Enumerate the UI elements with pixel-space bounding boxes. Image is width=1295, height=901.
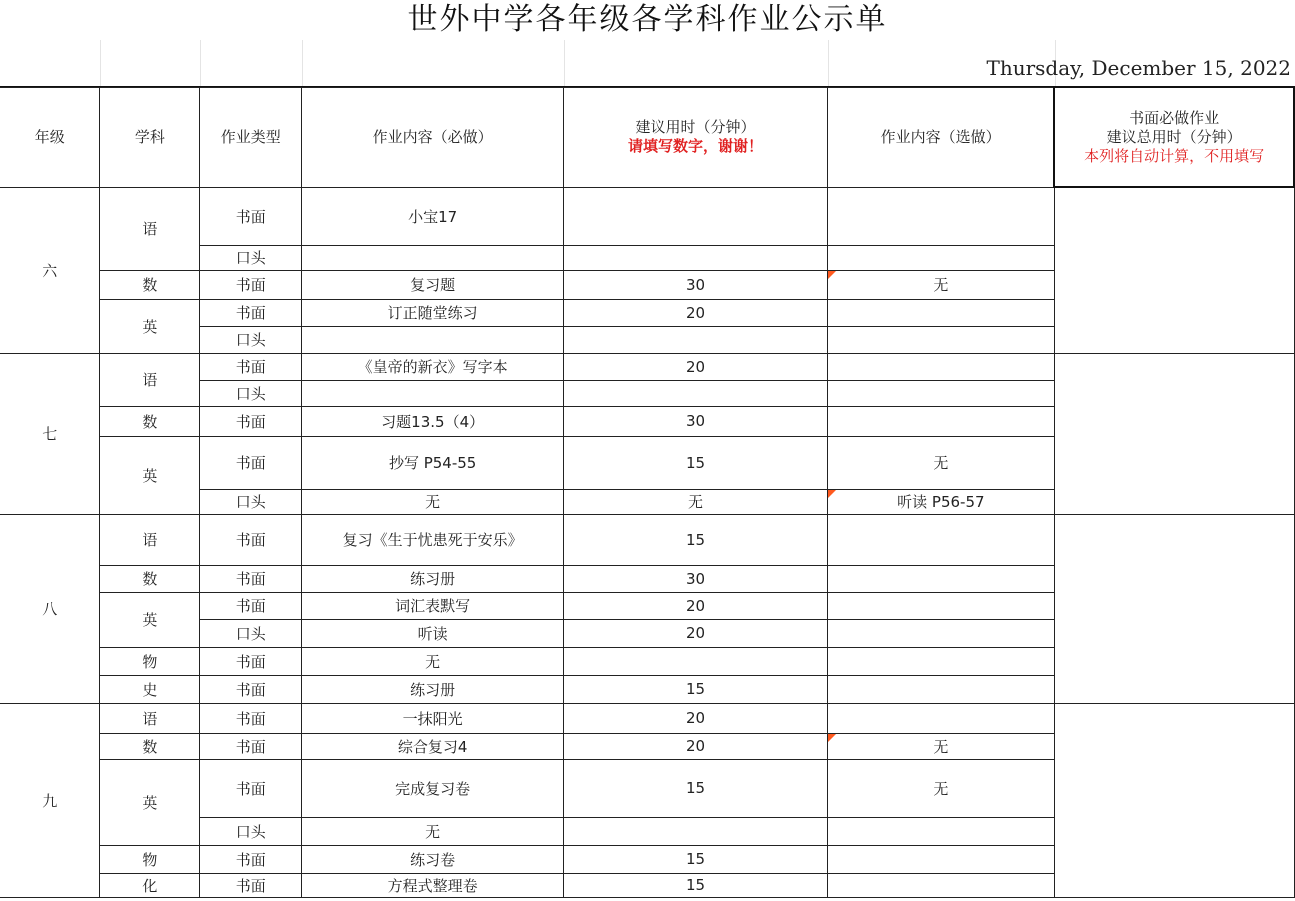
content-cell[interactable]: 无: [302, 817, 564, 845]
type-cell[interactable]: 书面: [200, 592, 302, 619]
time-cell[interactable]: 30: [564, 270, 828, 299]
content-cell[interactable]: 订正随堂练习: [302, 299, 564, 326]
content-cell[interactable]: 综合复习4: [302, 733, 564, 759]
content-cell[interactable]: 复习题: [302, 270, 564, 299]
optional-text: 无: [933, 276, 949, 294]
content-cell[interactable]: 复习《生于忧患死于安乐》: [302, 514, 564, 565]
content-cell[interactable]: [302, 245, 564, 270]
content-cell[interactable]: 词汇表默写: [302, 592, 564, 619]
table-row: [0, 514, 1294, 565]
optional-cell[interactable]: [827, 675, 1054, 703]
content-cell[interactable]: 无: [302, 647, 564, 675]
time-cell[interactable]: [564, 647, 828, 675]
grade-cell[interactable]: 六: [0, 187, 100, 353]
header-time: [564, 87, 828, 187]
optional-cell[interactable]: 无: [827, 759, 1054, 817]
optional-cell[interactable]: [827, 380, 1054, 406]
type-cell[interactable]: 口头: [200, 326, 302, 353]
time-cell[interactable]: [564, 380, 828, 406]
total-cell[interactable]: [1054, 514, 1294, 703]
header-time-label: 建议用时（分钟）: [635, 118, 756, 136]
type-cell[interactable]: 书面: [200, 845, 302, 873]
header-total-note: 本列将自动计算，不用填写: [1084, 146, 1265, 165]
type-cell[interactable]: 书面: [200, 270, 302, 299]
type-cell[interactable]: 书面: [200, 353, 302, 380]
table-row: [0, 703, 1294, 733]
header-total: [1054, 87, 1294, 187]
time-cell[interactable]: 20: [564, 592, 828, 619]
header-time-note: 请填写数字，谢谢！: [627, 137, 763, 155]
subject-cell[interactable]: 英: [100, 592, 200, 647]
type-cell[interactable]: 口头: [200, 245, 302, 270]
optional-cell[interactable]: 无: [827, 436, 1054, 489]
subject-cell[interactable]: 英: [100, 299, 200, 353]
subject-cell[interactable]: 物: [100, 647, 200, 675]
optional-cell[interactable]: [827, 817, 1054, 845]
time-cell[interactable]: [564, 817, 828, 845]
optional-cell[interactable]: [827, 489, 1054, 514]
table-row: [0, 353, 1294, 380]
subject-cell[interactable]: 英: [100, 759, 200, 845]
total-cell[interactable]: [1054, 353, 1294, 514]
type-cell[interactable]: 口头: [200, 380, 302, 406]
subject-cell[interactable]: 语: [100, 187, 200, 270]
time-cell[interactable]: 30: [564, 406, 828, 436]
optional-cell[interactable]: [827, 353, 1054, 380]
optional-cell[interactable]: [827, 845, 1054, 873]
optional-text: 无: [933, 737, 949, 756]
subject-cell[interactable]: 语: [100, 514, 200, 565]
type-cell[interactable]: 书面: [200, 436, 302, 489]
time-cell[interactable]: 15: [564, 436, 828, 489]
grade-cell[interactable]: 九: [0, 703, 100, 897]
time-cell[interactable]: [564, 245, 828, 270]
type-cell[interactable]: 书面: [200, 703, 302, 733]
sheet-title: 世外中学各年级各学科作业公示单: [407, 2, 888, 37]
table-row: [0, 187, 1294, 245]
type-cell[interactable]: 书面: [200, 759, 302, 817]
header-content-required: 作业内容（必做）: [302, 87, 564, 187]
type-cell[interactable]: 书面: [200, 299, 302, 326]
type-cell[interactable]: 口头: [200, 619, 302, 647]
type-cell[interactable]: 书面: [200, 406, 302, 436]
comment-marker-icon[interactable]: [828, 734, 836, 742]
type-cell[interactable]: 书面: [200, 565, 302, 592]
content-cell[interactable]: 无: [302, 489, 564, 514]
time-cell[interactable]: 20: [564, 619, 828, 647]
header-subject: 学科: [100, 87, 200, 187]
content-cell[interactable]: 方程式整理卷: [302, 873, 564, 897]
content-cell[interactable]: [302, 326, 564, 353]
total-cell[interactable]: [1054, 187, 1294, 353]
optional-cell[interactable]: [827, 187, 1054, 245]
time-cell[interactable]: 15: [564, 845, 828, 873]
type-cell[interactable]: 书面: [200, 733, 302, 759]
type-cell[interactable]: 书面: [200, 647, 302, 675]
subject-cell[interactable]: 语: [100, 703, 200, 733]
optional-cell[interactable]: [827, 326, 1054, 353]
total-cell[interactable]: [1054, 703, 1294, 897]
subject-cell[interactable]: 英: [100, 436, 200, 514]
time-cell[interactable]: 30: [564, 565, 828, 592]
optional-cell[interactable]: [827, 873, 1054, 897]
optional-cell[interactable]: [827, 270, 1054, 299]
header-content-optional: 作业内容（选做）: [827, 87, 1054, 187]
optional-cell[interactable]: [827, 619, 1054, 647]
type-cell[interactable]: 口头: [200, 817, 302, 845]
content-cell[interactable]: 完成复习卷: [302, 759, 564, 817]
content-cell[interactable]: 《皇帝的新衣》写字本: [302, 353, 564, 380]
time-cell[interactable]: 15: [564, 873, 828, 897]
grade-cell[interactable]: 七: [0, 353, 100, 514]
subject-cell[interactable]: 数: [100, 733, 200, 759]
optional-cell[interactable]: [827, 565, 1054, 592]
type-cell[interactable]: 书面: [200, 873, 302, 897]
content-cell[interactable]: 抄写 P54-55: [302, 436, 564, 489]
content-cell[interactable]: 习题13.5（4）: [302, 406, 564, 436]
optional-cell[interactable]: [827, 592, 1054, 619]
subject-cell[interactable]: 化: [100, 873, 200, 897]
comment-marker-icon[interactable]: [828, 271, 836, 279]
optional-cell[interactable]: [827, 703, 1054, 733]
time-cell[interactable]: 无: [564, 489, 828, 514]
time-cell[interactable]: 20: [564, 353, 828, 380]
optional-cell[interactable]: [827, 647, 1054, 675]
time-cell[interactable]: 20: [564, 703, 828, 733]
time-cell[interactable]: 15: [564, 514, 828, 565]
type-cell[interactable]: 口头: [200, 489, 302, 514]
content-cell[interactable]: 一抹阳光: [302, 703, 564, 733]
subject-cell[interactable]: 数: [100, 565, 200, 592]
optional-cell[interactable]: [827, 514, 1054, 565]
header-row: [0, 87, 1294, 187]
subject-cell[interactable]: 史: [100, 675, 200, 703]
time-cell[interactable]: [564, 187, 828, 245]
content-cell[interactable]: 听读: [302, 619, 564, 647]
optional-cell[interactable]: [827, 245, 1054, 270]
time-cell[interactable]: 20: [564, 733, 828, 759]
content-cell[interactable]: 练习卷: [302, 845, 564, 873]
type-cell[interactable]: 书面: [200, 675, 302, 703]
header-grade: 年级: [0, 87, 100, 187]
optional-cell[interactable]: [827, 406, 1054, 436]
type-cell[interactable]: 书面: [200, 187, 302, 245]
content-cell[interactable]: 练习册: [302, 565, 564, 592]
date-text: Thursday, December 15, 2022: [986, 56, 1291, 80]
time-cell[interactable]: 15: [564, 759, 828, 817]
content-cell[interactable]: 小宝17: [302, 187, 564, 245]
subject-cell[interactable]: 数: [100, 270, 200, 299]
header-type: 作业类型: [200, 87, 302, 187]
optional-text: 听读 P56-57: [897, 493, 985, 511]
date-cell[interactable]: [986, 40, 1295, 86]
comment-marker-icon[interactable]: [828, 490, 836, 498]
optional-cell[interactable]: [827, 299, 1054, 326]
optional-cell[interactable]: [827, 733, 1054, 759]
homework-table: [0, 86, 1295, 898]
header-total-line2: 建议总用时（分钟）: [1106, 127, 1242, 146]
header-total-line1: 书面必做作业: [1129, 108, 1220, 127]
content-cell[interactable]: [302, 380, 564, 406]
subject-cell[interactable]: 语: [100, 353, 200, 406]
time-cell[interactable]: [564, 326, 828, 353]
time-cell[interactable]: 20: [564, 299, 828, 326]
type-cell[interactable]: 书面: [200, 514, 302, 565]
subject-cell[interactable]: 物: [100, 845, 200, 873]
subject-cell[interactable]: 数: [100, 406, 200, 436]
content-cell[interactable]: 练习册: [302, 675, 564, 703]
time-cell[interactable]: 15: [564, 675, 828, 703]
grade-cell[interactable]: 八: [0, 514, 100, 703]
